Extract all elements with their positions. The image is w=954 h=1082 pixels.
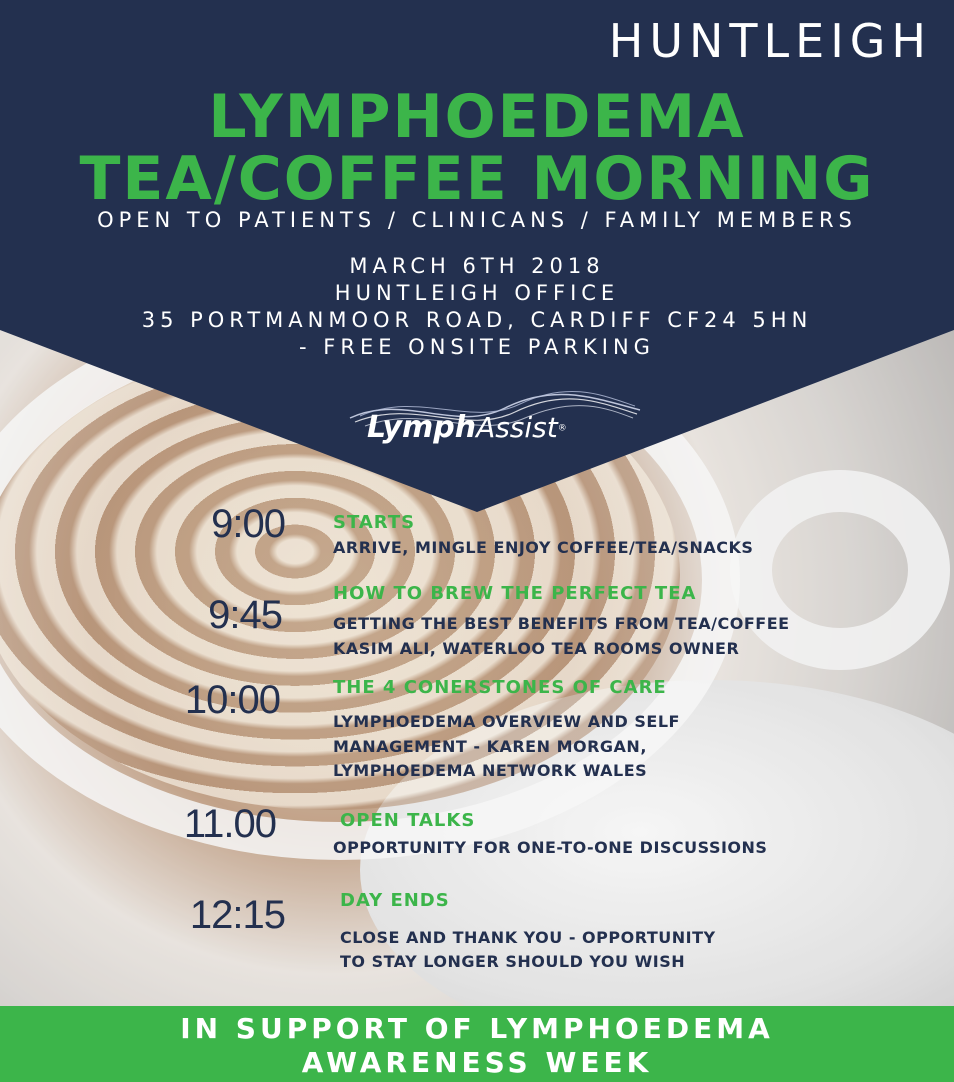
schedule-time: 10:00 [184, 678, 280, 722]
schedule-title: HOW TO BREW THE PERFECT TEA [333, 583, 697, 604]
logo-wordmark [367, 410, 567, 445]
title-line-2: TEA/COFFEE MORNING [79, 144, 875, 214]
schedule-desc-line: KASIM ALI, WATERLOO TEA ROOMS OWNER [333, 639, 740, 658]
event-date: MARCH 6TH 2018 [349, 254, 605, 278]
schedule-desc-line: OPPORTUNITY FOR ONE-TO-ONE DISCUSSIONS [333, 838, 768, 857]
schedule-time: 9:00 [211, 502, 285, 546]
logo-word-assist: Assist [476, 411, 558, 444]
schedule-time: 12:15 [189, 893, 285, 937]
registered-mark: ® [557, 423, 567, 434]
schedule-title: STARTS [333, 512, 416, 533]
schedule-desc-line: LYMPHOEDEMA OVERVIEW AND SELF [333, 712, 680, 731]
schedule-desc-line: ARRIVE, MINGLE ENJOY COFFEE/TEA/SNACKS [333, 538, 754, 557]
schedule-title: THE 4 CONERSTONES OF CARE [333, 677, 667, 698]
event-venue: HUNTLEIGH OFFICE [334, 281, 620, 305]
brand-logo-text: HUNTLEIGH [608, 14, 932, 68]
schedule-desc-line: MANAGEMENT - KAREN MORGAN, [333, 737, 647, 756]
schedule-title: OPEN TALKS [340, 810, 476, 831]
footer-banner [0, 1006, 954, 1082]
schedule-time: 11.00 [183, 802, 276, 846]
footer-line-1: IN SUPPORT OF LYMPHOEDEMA [180, 1012, 774, 1045]
parking-note: - FREE ONSITE PARKING [299, 335, 655, 359]
title-line-1: LYMPHOEDEMA [208, 82, 746, 152]
footer-line-2: AWARENESS WEEK [301, 1046, 653, 1079]
lymphassist-logo [345, 388, 645, 478]
event-address: 35 PORTMANMOOR ROAD, CARDIFF CF24 5HN [141, 308, 813, 332]
schedule-desc-line: CLOSE AND THANK YOU - OPPORTUNITY [340, 928, 716, 947]
schedule-desc-line: GETTING THE BEST BENEFITS FROM TEA/COFFEE [333, 614, 790, 633]
audience-text: OPEN TO PATIENTS / CLINICANS / FAMILY MEMBERS [97, 208, 857, 232]
schedule-title: DAY ENDS [340, 890, 450, 911]
schedule-desc-line: TO STAY LONGER SHOULD YOU WISH [340, 952, 686, 971]
logo-word-lymph: Lymph [367, 410, 477, 445]
schedule-desc-line: LYMPHOEDEMA NETWORK WALES [333, 761, 648, 780]
schedule-time: 9:45 [208, 593, 282, 637]
